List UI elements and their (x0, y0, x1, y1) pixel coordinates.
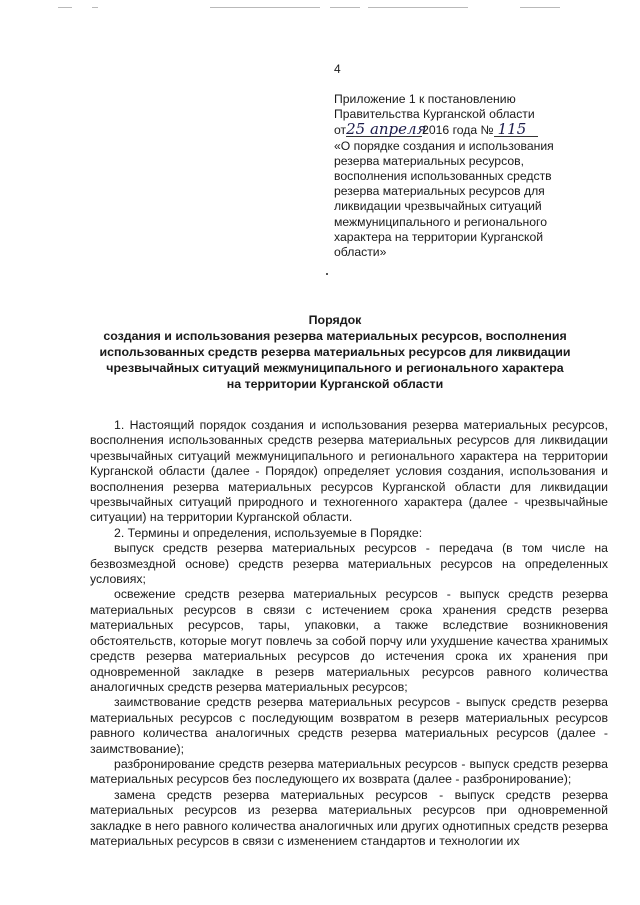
appendix-subject-line: резерва материальных ресурсов для (334, 184, 545, 199)
definition-item: освежение средств резерва материальных ресурсов - выпуск средств резерва материальных ресурсов в связи с истечением срока хранения средств резерва материальных ресурсов, тары, упаковки, а также вследствие возникновения обстоятельств, которые могут повлечь за собой порчу или ухудшение качества хранимых средств резерва материальных ресурсов до истечения срока их хранения при одновременной закладке в резерв материальных ресурсов равного количества аналогичных средств резерва материальных ресурсов; (90, 587, 608, 694)
appendix-subject-line: характера на территории Курганской (334, 229, 544, 244)
appendix-subject-line: восполнения использованных средств (334, 169, 552, 184)
appendix-subject-line: ликвидации чрезвычайных ситуаций (334, 199, 542, 214)
document-body (90, 418, 608, 849)
document-title (70, 312, 600, 392)
handwritten-number: 115 (494, 122, 538, 137)
definition-item: разбронирование средств резерва материальных ресурсов - выпуск средств резерва материальных ресурсов без последующего их возврата (далее - разбронирование); (90, 756, 608, 787)
appendix-line: Правительства Курганской области (334, 107, 535, 122)
definition-item: заимствование средств резерва материальных ресурсов - выпуск средств резерва материальных ресурсов с последующим возвратом в резерв материальных ресурсов равного количества аналогичных средств резерва материальных ресурсов (далее - заимствование); (90, 695, 608, 756)
definition-item: выпуск средств резерва материальных ресурсов - передача (в том числе на безвозмездной основе) средств резерва материальных ресурсов на определенных условиях; (90, 541, 608, 587)
appendix-subject-line: межмуниципального и регионального (334, 214, 548, 229)
appendix-subject-line: области» (334, 245, 387, 260)
scan-dot (326, 273, 328, 275)
paragraph: 1. Настоящий порядок создания и использования резерва материальных ресурсов, восполнения использованных средств резерва материальных ресурсов для ликвидации чрезвычайных ситуаций межмуниципального и регионального характера на территории Курганской области (далее - Порядок) определяет условия создания, использования и восполнения резерва материальных ресурсов Курганской области для ликвидации чрезвычайных ситуаций природного и техногенного характера (далее - чрезвычайные ситуации) на территории Курганской области. (90, 418, 608, 525)
appendix-line: Приложение 1 к постановлению (334, 92, 516, 106)
page-number: 4 (334, 62, 341, 76)
definition-item: замена средств резерва материальных ресурсов - выпуск средств резерва материальных ресурсов из резерва материальных ресурсов при одновременной закладке в него равного количества аналогичных или других однотипных средств резерва материальных ресурсов в связи с изменением стандартов и технологии их (90, 787, 608, 848)
title-line: создания и использования резерва материальных ресурсов, восполнения (103, 329, 567, 343)
title-line: чрезвычайных ситуаций межмуниципального и регионального характера (106, 361, 564, 375)
appendix-subject-line: резерва материальных ресурсов, (334, 153, 524, 168)
scan-edge-marks (0, 0, 640, 14)
handwritten-date: 25 апреля (346, 120, 427, 139)
appendix-header (334, 92, 594, 260)
title-line: использованных средств резерва материальных ресурсов для ликвидации (99, 345, 571, 359)
paragraph: 2. Термины и определения, используемые в Порядке: (114, 525, 423, 540)
title-line: на территории Курганской области (226, 377, 444, 391)
date-prefix: от (334, 123, 347, 138)
date-suffix: 2016 года № (422, 123, 494, 138)
appendix-date-line (334, 122, 594, 138)
appendix-subject-line: «О порядке создания и использования (334, 138, 554, 153)
title-heading: Порядок (308, 313, 362, 327)
